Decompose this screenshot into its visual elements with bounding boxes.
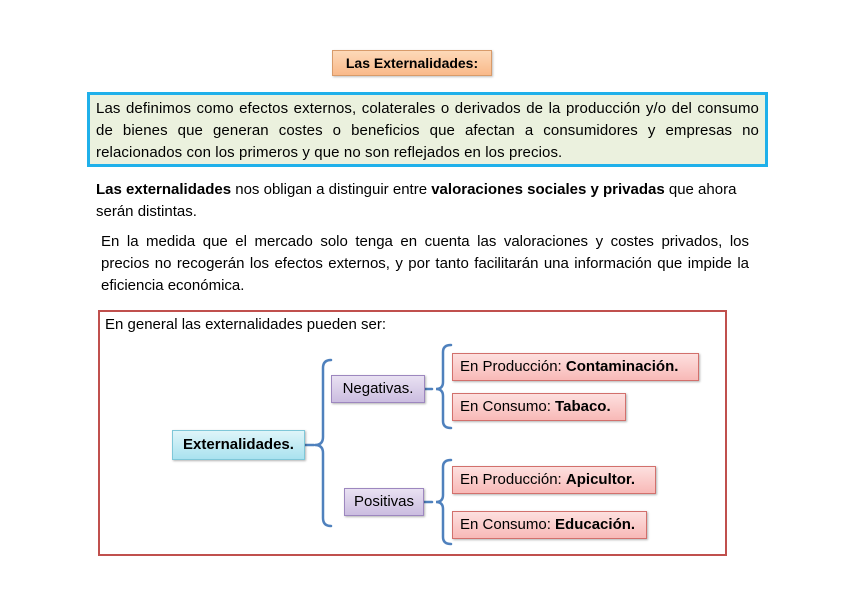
negative-bracket — [436, 345, 451, 428]
leaf-value: Educación. — [555, 516, 636, 533]
leaf-prefix: En Producción: — [460, 471, 566, 488]
paragraph1-bold1: Las externalidades — [96, 181, 232, 198]
node-positivas: Positivas — [344, 488, 424, 516]
definition-box: Las definimos como efectos externos, colaterales o derivados de la producción y/o del consumo de bienes que generan costes o beneficios que afectan a consumidores y empresas no relacionados con los primeros y que no son reflejados en los precios. — [87, 92, 768, 167]
main-bracket — [315, 360, 331, 526]
node-negativas: Negativas. — [331, 375, 425, 403]
leaf-prefix: En Consumo: — [460, 398, 556, 415]
leaf-value: Apicultor. — [565, 471, 636, 488]
node-externalidades: Externalidades. — [172, 430, 305, 460]
leaf-value: Tabaco. — [555, 398, 611, 415]
leaf-positive-production — [452, 466, 656, 494]
paragraph-market-efficiency: En la medida que el mercado solo tenga en cuenta las valoraciones y costes privados, los precios no recogerán los efectos externos, y por tanto facilitarán una información que impide la eficiencia económica. — [101, 233, 749, 294]
paragraph1-bold2: valoraciones sociales y privadas — [431, 181, 665, 198]
diagram-heading: En general las externalidades pueden ser: — [105, 316, 387, 333]
leaf-prefix: En Producción: — [460, 358, 566, 375]
leaf-prefix: En Consumo: — [460, 516, 556, 533]
slide-title: Las Externalidades: — [332, 50, 492, 76]
leaf-positive-consumption — [452, 511, 647, 539]
positive-bracket — [436, 460, 451, 544]
paragraph1-text2: que ahora serán distintas. — [96, 181, 737, 220]
leaf-negative-production — [452, 353, 699, 381]
leaf-negative-consumption — [452, 393, 626, 421]
paragraph1-text1: nos obligan a distinguir entre — [231, 181, 432, 198]
leaf-value: Contaminación. — [565, 358, 679, 375]
